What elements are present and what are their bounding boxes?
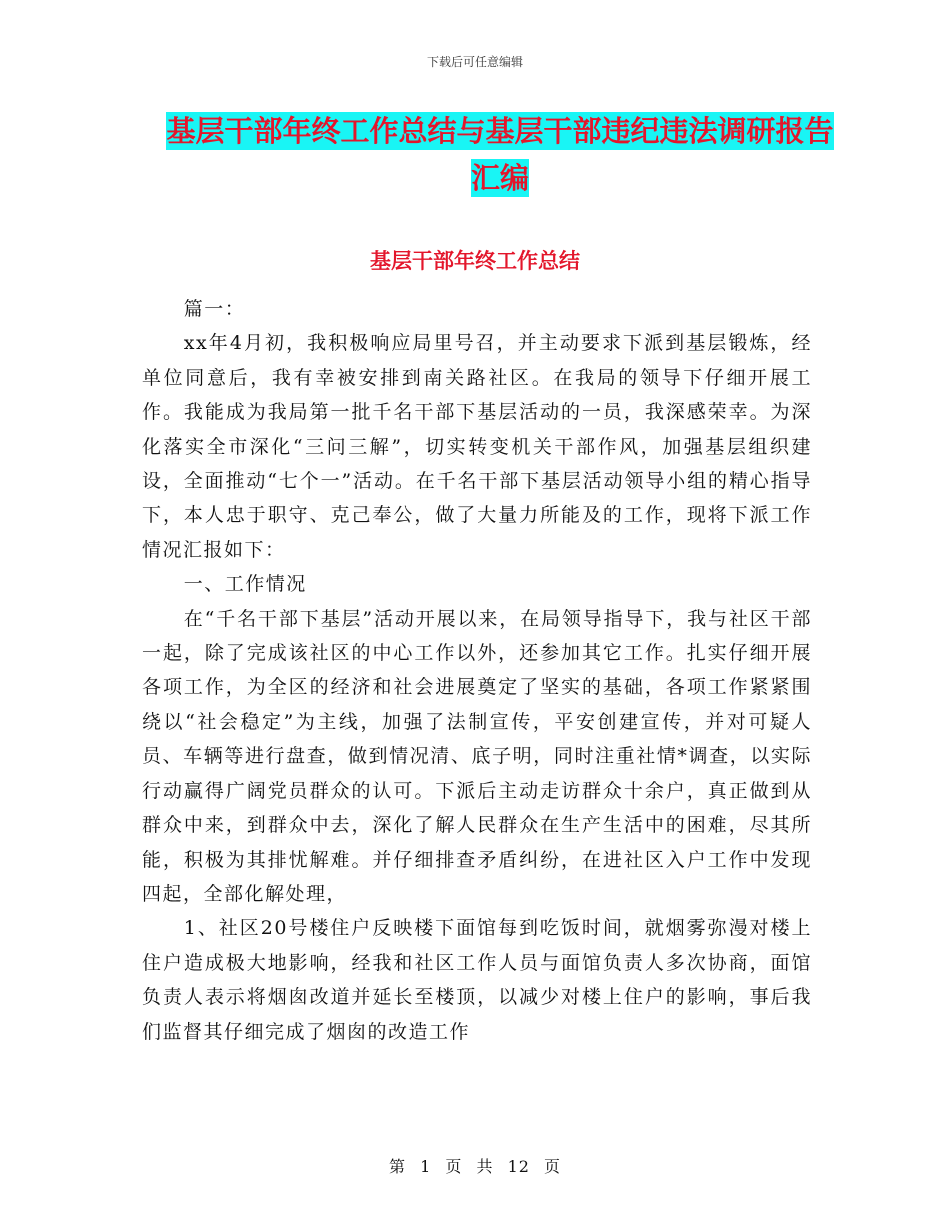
footer-page-prefix: 第 [388, 1157, 406, 1176]
header-note: 下载后可任意编辑 [426, 55, 523, 69]
footer-page-suffix: 页 [544, 1157, 562, 1176]
footer-page-total: 12 [507, 1157, 530, 1176]
document-body [142, 292, 812, 1049]
page-footer [0, 1154, 950, 1177]
footer-page-current: 1 [420, 1157, 432, 1176]
footer-page-total-prefix: 共 [476, 1157, 494, 1176]
document-title-line2: 汇编 [470, 161, 529, 195]
footer-page-mid: 页 [445, 1157, 463, 1176]
paragraph: 篇一： [183, 298, 246, 320]
document-title [150, 108, 850, 202]
paragraph: 在“千名干部下基层”活动开展以来，在局领导指导下，我与社区干部一起，除了完成该社区的中心工作以外，还参加其它工作。扎实仔细开展各项工作，为全区的经济和社会进展奠定了坚实的基础，各项工作紧紧围绕以“社会稳定”为主线，加强了法制宣传，平安创建宣传，并对可疑人员、车辆等进行盘查，做到情况清、底子明，同时注重社情*调查，以实际行动赢得广阔党员群众的认可。下派后主动走访群众十余户，真正做到从群众中来，到群众中去，深化了解人民群众在生产生活中的困难，尽其所能，积极为其排忧解难。并仔细排查矛盾纠纷，在进社区入户工作中发现四起，全部化解处理， [142, 607, 812, 905]
section-title: 基层干部年终工作总结 [370, 248, 580, 273]
paragraph: 1、社区20号楼住户反映楼下面馆每到吃饭时间，就烟雾弥漫对楼上住户造成极大地影响，经我和社区工作人员与面馆负责人多次协商，面馆负责人表示将烟囱改道并延长至楼顶，以减少对楼上住户的影响，事后我们监督其仔细完成了烟囱的改造工作 [142, 917, 812, 1043]
document-title-line1: 基层干部年终工作总结与基层干部违纪违法调研报告 [166, 114, 834, 148]
paragraph: 一、工作情况 [183, 573, 307, 596]
paragraph: xx年4月初，我积极响应局里号召，并主动要求下派到基层锻炼，经单位同意后，我有幸被安排到南关路社区。在我局的领导下仔细开展工作。我能成为我局第一批千名干部下基层活动的一员，我深感荣幸。为深化落实全市深化“三问三解”，切实转变机关干部作风，加强基层组织建设，全面推动“七个一”活动。在千名干部下基层活动领导小组的精心指导下，本人忠于职守、克己奉公，做了大量力所能及的工作，现将下派工作情况汇报如下： [142, 332, 812, 561]
